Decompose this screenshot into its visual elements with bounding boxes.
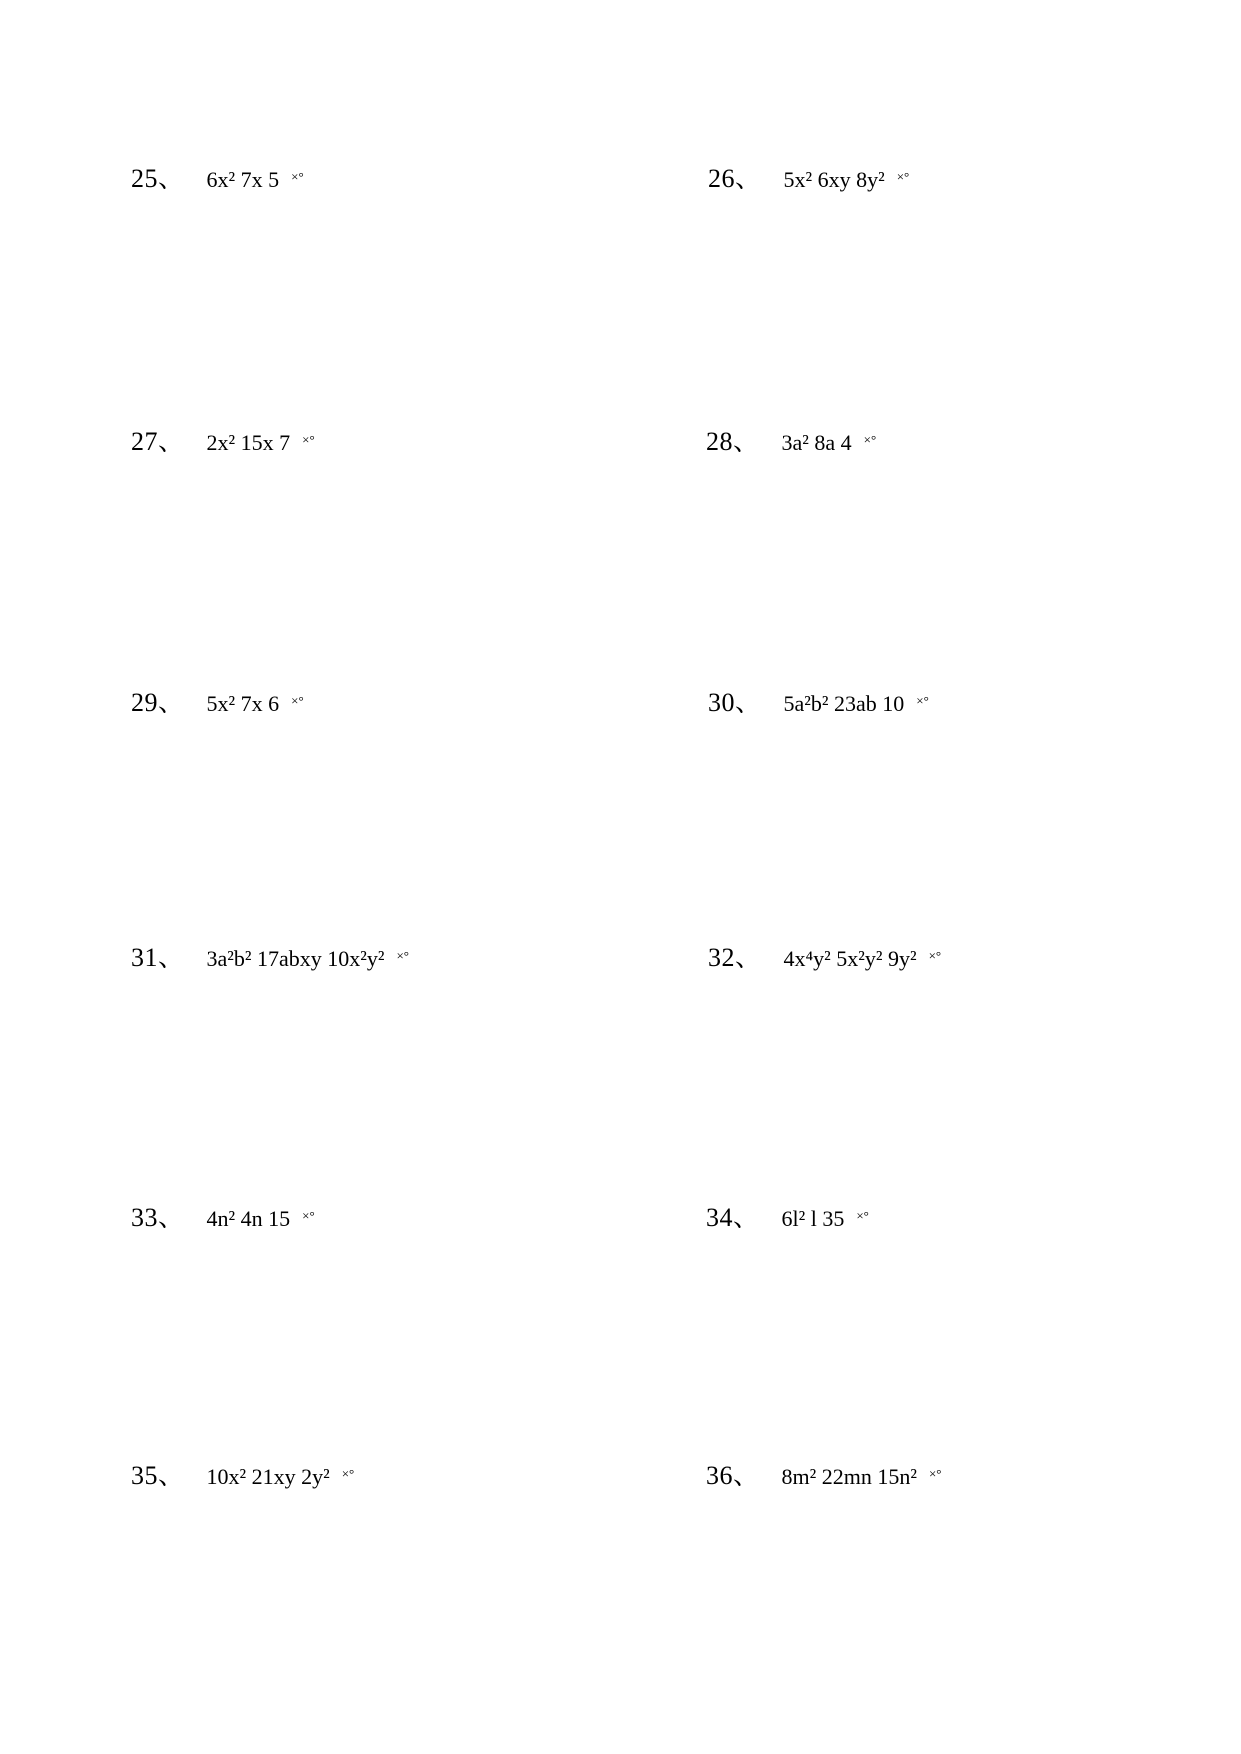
end-mark: ×° [896, 168, 910, 184]
problem-expression: 5a²b² 23ab 10 [783, 691, 905, 716]
problem-expression: 3a² 8a 4 [781, 430, 852, 455]
problem-expression: 8m² 22mn 15n² [781, 1464, 917, 1489]
problem-number: 35、 [131, 1461, 185, 1490]
problem-expression: 4n² 4n 15 [206, 1206, 291, 1231]
end-mark: ×° [396, 947, 409, 963]
end-mark: ×° [291, 168, 304, 184]
problem-28 [706, 429, 876, 455]
problem-32 [708, 945, 941, 971]
problem-number: 32、 [708, 943, 762, 972]
problem-expression: 5x² 6xy 8y² [783, 167, 885, 192]
problem-number: 28、 [706, 427, 760, 456]
problem-number: 33、 [131, 1203, 185, 1232]
problem-25 [131, 166, 304, 192]
end-mark: ×° [928, 947, 942, 963]
end-mark: ×° [302, 431, 315, 447]
end-mark: ×° [863, 431, 877, 447]
end-mark: ×° [928, 1465, 942, 1481]
end-mark: ×° [291, 692, 304, 708]
problem-expression: 5x² 7x 6 [206, 691, 280, 716]
end-mark: ×° [856, 1207, 869, 1223]
problem-number: 36、 [706, 1461, 760, 1490]
problem-29 [131, 690, 304, 716]
problem-31 [131, 945, 409, 971]
problem-number: 29、 [131, 688, 185, 717]
problem-expression: 2x² 15x 7 [206, 430, 291, 455]
end-mark: ×° [916, 692, 929, 708]
problem-number: 31、 [131, 943, 185, 972]
problem-35 [131, 1463, 354, 1489]
problem-expression: 6x² 7x 5 [206, 167, 280, 192]
problem-expression: 6l² l 35 [781, 1206, 845, 1231]
problem-number: 30、 [708, 688, 762, 717]
problem-33 [131, 1205, 315, 1231]
problem-30 [708, 690, 929, 716]
end-mark: ×° [302, 1207, 315, 1223]
problem-number: 26、 [708, 164, 762, 193]
problem-27 [131, 429, 315, 455]
problem-number: 25、 [131, 164, 185, 193]
problem-expression: 4x⁴y² 5x²y² 9y² [783, 946, 917, 971]
problem-36 [706, 1463, 941, 1489]
problem-26 [708, 166, 909, 192]
problem-expression: 10x² 21xy 2y² [206, 1464, 330, 1489]
problem-34 [706, 1205, 869, 1231]
end-mark: ×° [341, 1465, 355, 1481]
problem-number: 34、 [706, 1203, 760, 1232]
problem-number: 27、 [131, 427, 185, 456]
problem-expression: 3a²b² 17abxy 10x²y² [206, 946, 385, 971]
